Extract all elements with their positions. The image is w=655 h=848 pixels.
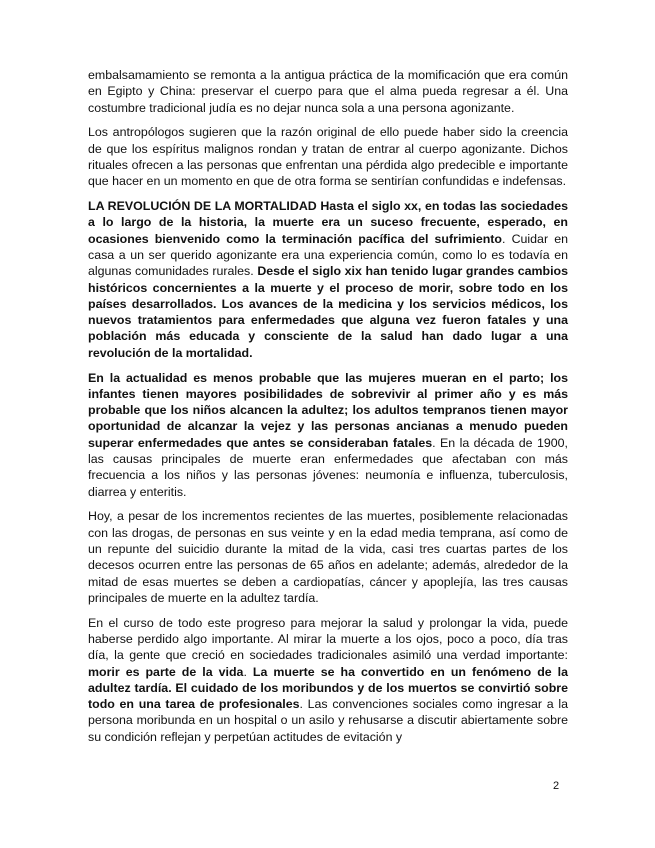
- text-run: embalsamamiento se remonta a la antigua práctica de la momificación que era común en Egipto y China: preservar el cuerpo para que el alma pueda regresar a él. Una costumbre tradicional judía es no dejar nunca sola a una persona agonizante.: [88, 68, 568, 115]
- bold-text-run: LA REVOLUCIÓN DE LA MORTALIDAD Hasta el siglo xx, en todas las sociedades a lo largo de la historia, la muerte era un suceso frecuente, esperado, en ocasiones bienvenido como la terminación pacífica del sufrimiento: [88, 199, 568, 246]
- bold-text-run: La muerte se ha convertido en un fenómeno de la adultez tardía. El cuidado de los moribundos y de los muertos se convirtió sobre todo en una tarea de profesionales: [88, 664, 569, 712]
- text-run: En el curso de todo este progreso para mejorar la salud y prolongar la vida, puede haberse perdido algo importante. Al mirar la muerte a los ojos, poco a poco, día tras día, la gente que creció en sociedades tradicionales asimiló una verdad importante:: [88, 615, 568, 663]
- text-run: . Cuidar en casa a un ser querido agonizante era una experiencia común, como lo es todavía en algunas comunidades rurales.: [88, 231, 568, 279]
- bold-text-run: En la actualidad es menos probable que las mujeres mueran en el parto; los infantes tienen mayores posibilidades de sobrevivir al primer año y es más probable que los niños alcancen la adultez; los adultos tempranos tienen mayor oportunidad de alcanzar la vejez y las personas ancianas a menudo pueden superar enfermedades que antes se consideraban fatales: [88, 370, 568, 450]
- text-run: . En la década de 1900, las causas principales de muerte eran enfermedades que afectaban con más frecuencia a los niños y las personas jóvenes: neumonía e influenza, tuberculosis, diarrea y enteritis.: [88, 435, 568, 499]
- paragraph-6: [88, 615, 568, 745]
- body-text: [88, 67, 568, 754]
- text-run: .: [243, 664, 253, 679]
- paragraph-3: [88, 198, 568, 361]
- paragraph-4: [88, 370, 568, 500]
- text-run: Los antropólogos sugieren que la razón original de ello puede haber sido la creencia de que los espíritus malignos rondan y tratan de entrar al cuerpo agonizante. Dichos rituales ofrecen a las personas que enfrentan una pérdida algo predecible e importante que hacer en un momento en que de otra forma se sentirían confundidas e indefensas.: [88, 125, 568, 189]
- text-run: Hoy, a pesar de los incrementos recientes de las muertes, posiblemente relacionadas con las drogas, de personas en sus veinte y en la edad media temprana, así como de un repunte del suicidio durante la mitad de la vida, casi tres cuartas partes de los decesos ocurren entre las personas de 65 años en adelante; además, alrededor de la mitad de esas muertes se deben a cardiopatías, cáncer y apoplejía, las tres causas principales de muerte en la adultez tardía.: [88, 509, 568, 605]
- bold-text-run: Desde el siglo xix han tenido lugar grandes cambios históricos concernientes a la muerte y el proceso de morir, sobre todo en los países desarrollados. Los avances de la medicina y los servicios médicos, los nuevos tratamientos para enfermedades que alguna vez fueron fatales y una población más educada y consciente de la salud han dado lugar a una revolución de la mortalidad.: [88, 264, 569, 360]
- paragraph-1: [88, 67, 568, 116]
- paragraph-5: [88, 508, 568, 606]
- paragraph-2: [88, 124, 568, 189]
- page-number: 2: [553, 780, 560, 792]
- bold-text-run: morir es parte de la vida: [88, 664, 244, 679]
- text-run: . Las convenciones sociales como ingresar a la persona moribunda en un hospital o un asilo y rehusarse a discutir abiertamente sobre su condición reflejan y perpetúan actitudes de evitación y: [88, 697, 568, 744]
